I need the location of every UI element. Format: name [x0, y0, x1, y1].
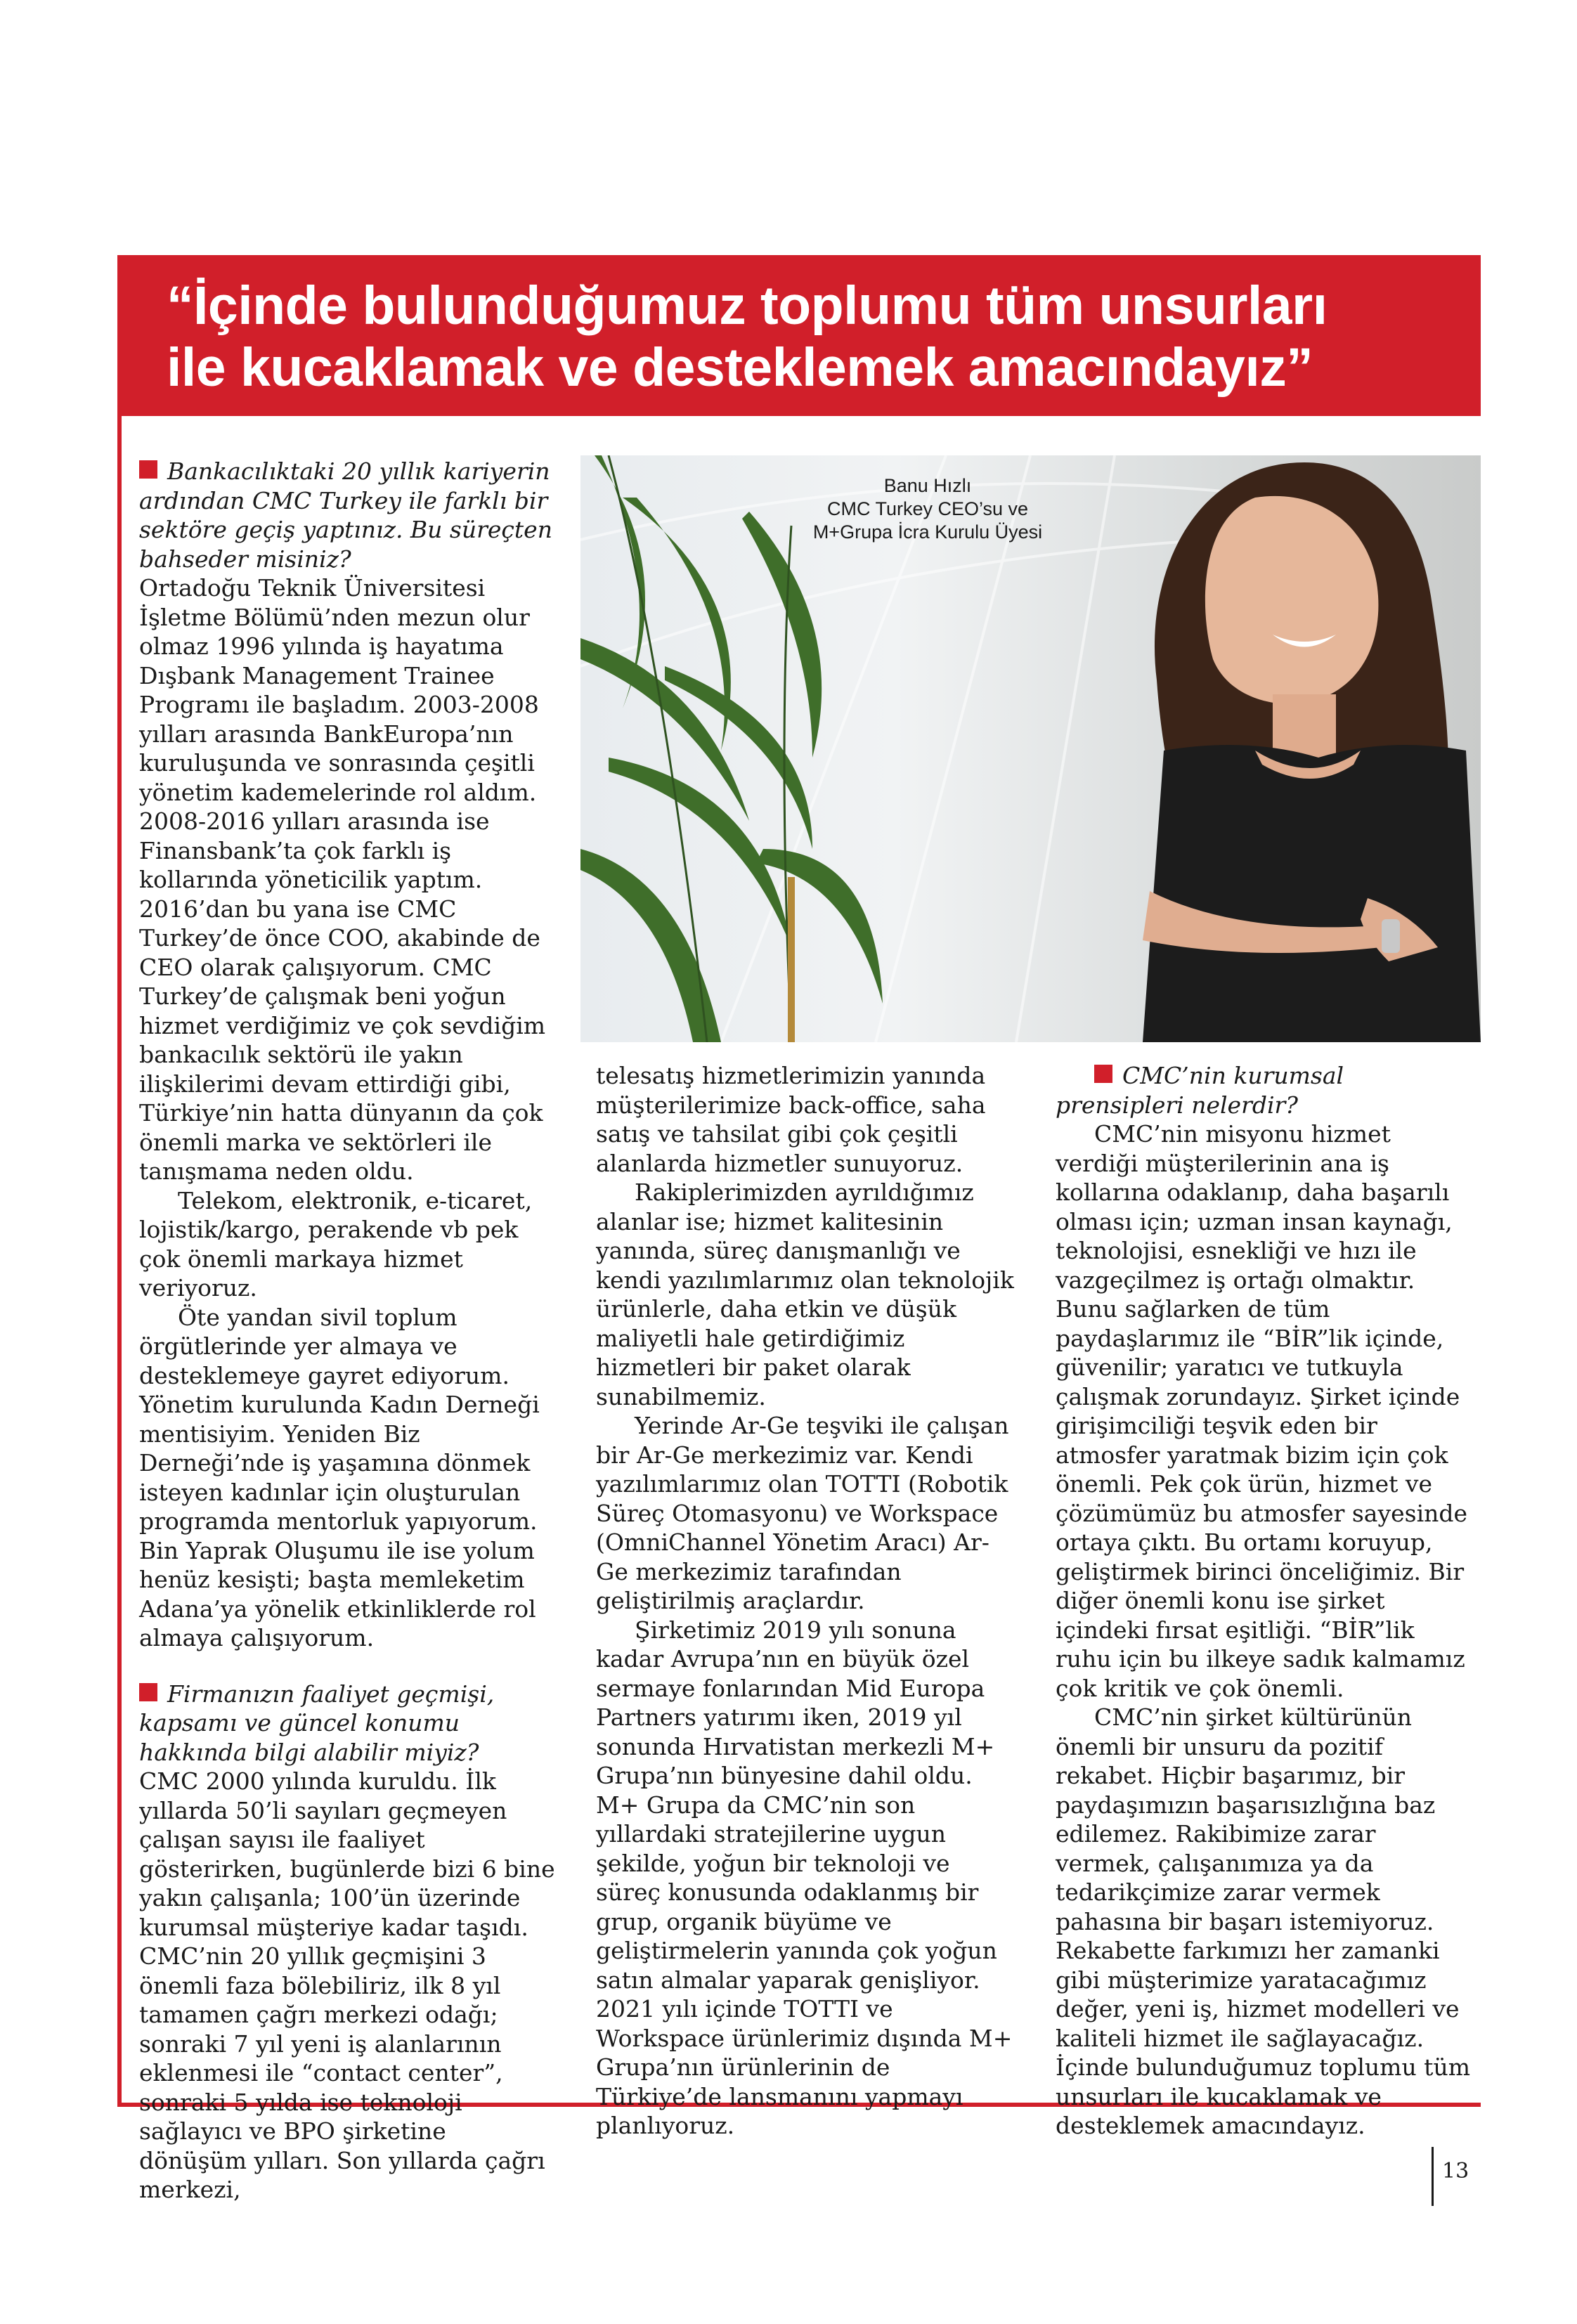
answer-paragraph: CMC 2000 yılında kuruldu. İlk yıllarda 50’li sayıları geçmeyen çalışan sayısı ile faaliyet gösterirken, bugünlerde bizi 6 bine yakın çalışanla; 100’ün üzerinde kurumsal müşteriye kadar taşıdı. CMC’nin 20 yıllık geçmişini 3 önemli faza bölebiliriz, ilk 8 yıl tamamen çağrı merkezi odağı; sonraki 7 yıl yeni iş alanlarının eklenmesi ile “contact center”, sonraki 5 yılda ise teknoloji sağlayıcı ve BPO şirketine dönüşüm yılları. Son yıllarda çağrı merkezi, — [139, 1767, 555, 2203]
article-column-3 — [1056, 1061, 1477, 2141]
red-square-bullet-icon — [139, 1683, 157, 1701]
question-text: Bankacılıktaki 20 yıllık kariyerin ardından CMC Turkey ile farklı bir sektöre geçiş yaptınız. Bu süreçten bahseder misiniz? — [139, 457, 552, 573]
answer-paragraph: CMC’nin şirket kültürünün önemli bir unsuru da pozitif rekabet. Hiçbir başarımız, bir paydaşımızın başarısızlığına baz edilemez. Rakibimize zarar vermek, çalışanımıza ya da tedarikçimize zarar vermek pahasına bir başarı istemiyoruz. Rekabette farkımızı her zamanki gibi müşterimize yaratacağımız değer, yeni iş, hizmet modelleri ve kaliteli hizmet ile sağlayacağız. İçinde bulunduğumuz toplumu tüm unsurları ile kucaklamak ve desteklemek amacındayız. — [1056, 1703, 1470, 2139]
frame-left-rule — [117, 416, 122, 2107]
photo-caption — [787, 474, 1068, 544]
interview-question — [139, 1680, 561, 1767]
caption-name: Banu Hızlı — [883, 475, 972, 496]
interview-question — [139, 457, 561, 573]
red-square-bullet-icon — [139, 460, 157, 479]
page-number-rule — [1432, 2147, 1434, 2206]
page-number: 13 — [1442, 2159, 1469, 2183]
article-title-line-1: “İçinde bulunduğumuz toplumu tüm unsurları — [167, 275, 1328, 336]
answer-paragraph: Şirketimiz 2019 yılı sonuna kadar Avrupa’nın en büyük özel sermaye fonlarından Mid Europa Partners yatırımı iken, 2019 yıl sonunda Hırvatistan merkezli M+ Grupa’nın bünyesine dahil oldu. M+ Grupa da CMC’nin son yıllardaki stratejilerine uygun şekilde, yoğun bir teknoloji ve süreç konusunda odaklanmış bir grup, organik büyüme ve geliştirmelerin yanında çok yoğun satın almalar yaparak genişliyor. 2021 yılı içinde TOTTI ve Workspace ürünlerimiz dışında M+ Grupa’nın ürünlerinin de Türkiye’de lansmanını yapmayı planlıyoruz. — [596, 1616, 1013, 2139]
article-column-1 — [139, 457, 561, 2205]
article-title-line-2: ile kucaklamak ve desteklemek amacındayız” — [167, 337, 1313, 398]
interview-question — [1056, 1061, 1477, 1119]
answer-paragraph: Yerinde Ar-Ge teşviki ile çalışan bir Ar-Ge merkezimiz var. Kendi yazılımlarımız olan TOTTI (Robotik Süreç Otomasyonu) ve Workspace (OmniChannel Yönetim Aracı) Ar-Ge merkezimiz tarafından geliştirilmiş araçlardır. — [596, 1412, 1009, 1614]
article-title — [167, 275, 1481, 398]
answer-paragraph: Öte yandan sivil toplum örgütlerinde yer almaya ve desteklemeye gayret ediyorum. Yönetim kurulunda Kadın Derneği mentisiyim. Yeniden Biz Derneği’nde iş yaşamına dönmek isteyen kadınlar için oluşturulan programda mentorluk yapıyorum. Bin Yaprak Oluşumu ile ise yolum henüz kesişti; başta memleketim Adana’ya yönelik etkinliklerde rol almaya çalışıyorum. — [139, 1303, 540, 1651]
question-text: Firmanızın faaliyet geçmişi, kapsamı ve güncel konumu hakkında bilgi alabilir miyiz? — [139, 1680, 495, 1766]
article-title-banner — [117, 255, 1481, 416]
answer-paragraph: telesatış hizmetlerimizin yanında müşterilerimize back-office, saha satış ve tahsilat gibi çok çeşitli alanlarda hizmetler sunuyoruz. — [596, 1062, 986, 1177]
caption-board: M+Grupa İcra Kurulu Üyesi — [812, 521, 1043, 543]
answer-paragraph: CMC’nin misyonu hizmet verdiği müşterilerinin ana iş kollarına odaklanıp, daha başarılı olması için; uzman insan kaynağı, teknolojisi, esnekliği ve hızı ile vazgeçilmez iş ortağı olmaktır. Bunu sağlarken de tüm paydaşlarımız ile “BİR”lik içinde, güvenilir; yaratıcı ve tutkuyla çalışmak zorundayız. Şirket içinde girişimciliği teşvik eden bir atmosfer yaratmak bizim için çok önemli. Pek çok ürün, hizmet ve çözümümüz bu atmosfer sayesinde ortaya çıktı. Bu ortamı koruyup, geliştirmek birinci önceliğimiz. Bir diğer önemli konu ise şirket içindeki fırsat eşitliği. “BİR”lik ruhu için bu ilkeye sadık kalmamız çok kritik ve çok önemli. — [1056, 1120, 1468, 1702]
caption-role: CMC Turkey CEO’su ve — [826, 498, 1029, 519]
article-column-2 — [596, 1061, 1018, 2141]
red-square-bullet-icon — [1094, 1065, 1112, 1083]
question-text: CMC’nin kurumsal prensipleri nelerdir? — [1056, 1062, 1344, 1119]
answer-paragraph: Rakiplerimizden ayrıldığımız alanlar ise; hizmet kalitesinin yanında, süreç danışmanlığı ve kendi yazılımlarımız olan teknolojik ürünlerle, daha etkin ve düşük maliyetli hale getirdiğimiz hizmetleri bir paket olarak sunabilmemiz. — [596, 1179, 1014, 1410]
answer-paragraph: Telekom, elektronik, e-ticaret, lojistik/kargo, perakende vb pek çok önemli markaya hizmet veriyoruz. — [139, 1186, 533, 1301]
answer-paragraph: Ortadoğu Teknik Üniversitesi İşletme Bölümü’nden mezun olur olmaz 1996 yılında iş hayatıma Dışbank Management Trainee Programı ile başladım. 2003-2008 yılları arasında BankEuropa’nın kuruluşunda ve sonrasında çeşitli yönetim kademelerinde rol aldım. 2008-2016 yılları arasında ise Finansbank’ta çok farklı iş kollarında yöneticilik yaptım. 2016’dan bu yana ise CMC Turkey’de önce COO, akabinde de CEO olarak çalışıyorum. CMC Turkey’de çalışmak beni yoğun hizmet verdiğimiz ve çok sevdiğim bankacılık sektörü ile yakın ilişkilerimi devam ettirdiği gibi, Türkiye’nin hatta dünyanın da çok önemli marka ve sektörleri ile tanışmama neden oldu. — [139, 574, 546, 1185]
